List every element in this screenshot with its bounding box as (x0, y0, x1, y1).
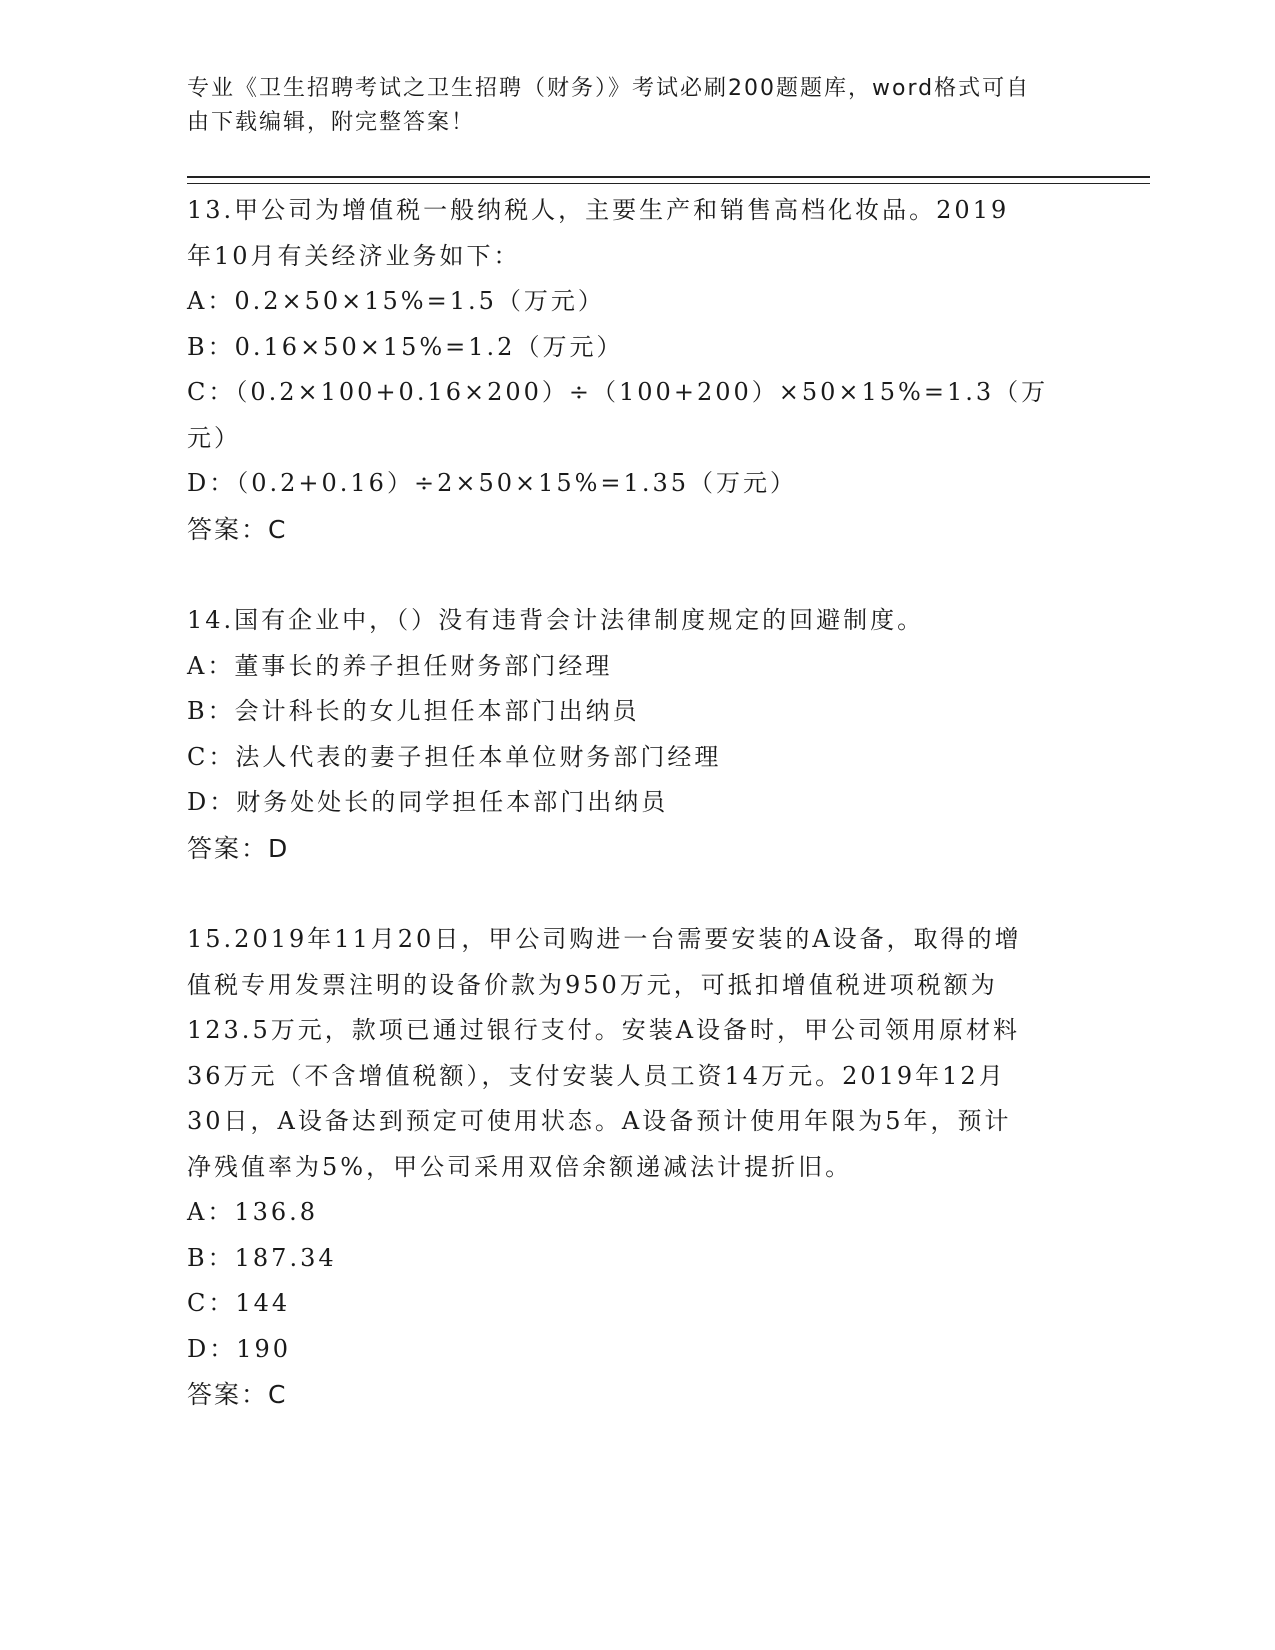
question-list (187, 188, 1087, 1418)
question-spacer (187, 552, 1087, 598)
question-stem-line: 13.甲公司为增值税一般纳税人，主要生产和销售高档化妆品。2019 (187, 196, 1010, 224)
option-c: C：144 (187, 1289, 291, 1317)
question-13 (187, 188, 1087, 552)
option-d: D：财务处处长的同学担任本部门出纳员 (187, 788, 669, 816)
option-a: A：0.2×50×15%=1.5（万元） (187, 287, 605, 315)
question-stem-line: 123.5万元，款项已通过银行支付。安装A设备时，甲公司领用原材料 (187, 1016, 1021, 1044)
question-spacer (187, 871, 1087, 917)
answer-line: 答案：D (187, 833, 290, 863)
header-divider-thick (187, 176, 1150, 178)
option-c: C：法人代表的妻子担任本单位财务部门经理 (187, 742, 722, 771)
header-line-2: 由下载编辑，附完整答案！ (187, 110, 476, 135)
option-c: C：（0.2×100+0.16×200）÷（100+200）×50×15%=1.3（万元） (187, 378, 1049, 452)
question-14 (187, 598, 1087, 871)
question-stem-line: 14.国有企业中，（）没有违背会计法律制度规定的回避制度。 (187, 606, 925, 634)
option-a: A：董事长的养子担任财务部门经理 (187, 651, 613, 680)
question-stem-line: 净残值率为5%，甲公司采用双倍余额递减法计提折旧。 (187, 1152, 853, 1181)
answer-line: 答案：C (187, 514, 288, 544)
option-b: B：187.34 (187, 1243, 337, 1272)
question-stem-line: 年10月有关经济业务如下： (187, 241, 521, 270)
option-d: D：190 (187, 1334, 292, 1363)
question-stem-line: 值税专用发票注明的设备价款为950万元，可抵扣增值税进项税额为 (187, 970, 998, 999)
document-header (187, 72, 1067, 140)
question-stem-line: 36万元（不含增值税额），支付安装人员工资14万元。2019年12月 (187, 1061, 1006, 1090)
question-stem-line: 15.2019年11月20日，甲公司购进一台需要安装的A设备，取得的增 (187, 925, 1022, 953)
option-b: B：0.16×50×15%=1.2（万元） (187, 332, 624, 361)
answer-line: 答案：C (187, 1380, 288, 1409)
question-stem-line: 30日，A设备达到预定可使用状态。A设备预计使用年限为5年，预计 (187, 1107, 1012, 1135)
question-15 (187, 917, 1087, 1418)
option-d: D：（0.2+0.16）÷2×50×15%=1.35（万元） (187, 469, 797, 497)
header-line-1: 专业《卫生招聘考试之卫生招聘（财务）》考试必刷200题题库，word格式可自 (187, 76, 1031, 101)
option-b: B：会计科长的女儿担任本部门出纳员 (187, 697, 640, 725)
header-divider-thin (187, 183, 1150, 184)
option-a: A：136.8 (187, 1198, 319, 1226)
